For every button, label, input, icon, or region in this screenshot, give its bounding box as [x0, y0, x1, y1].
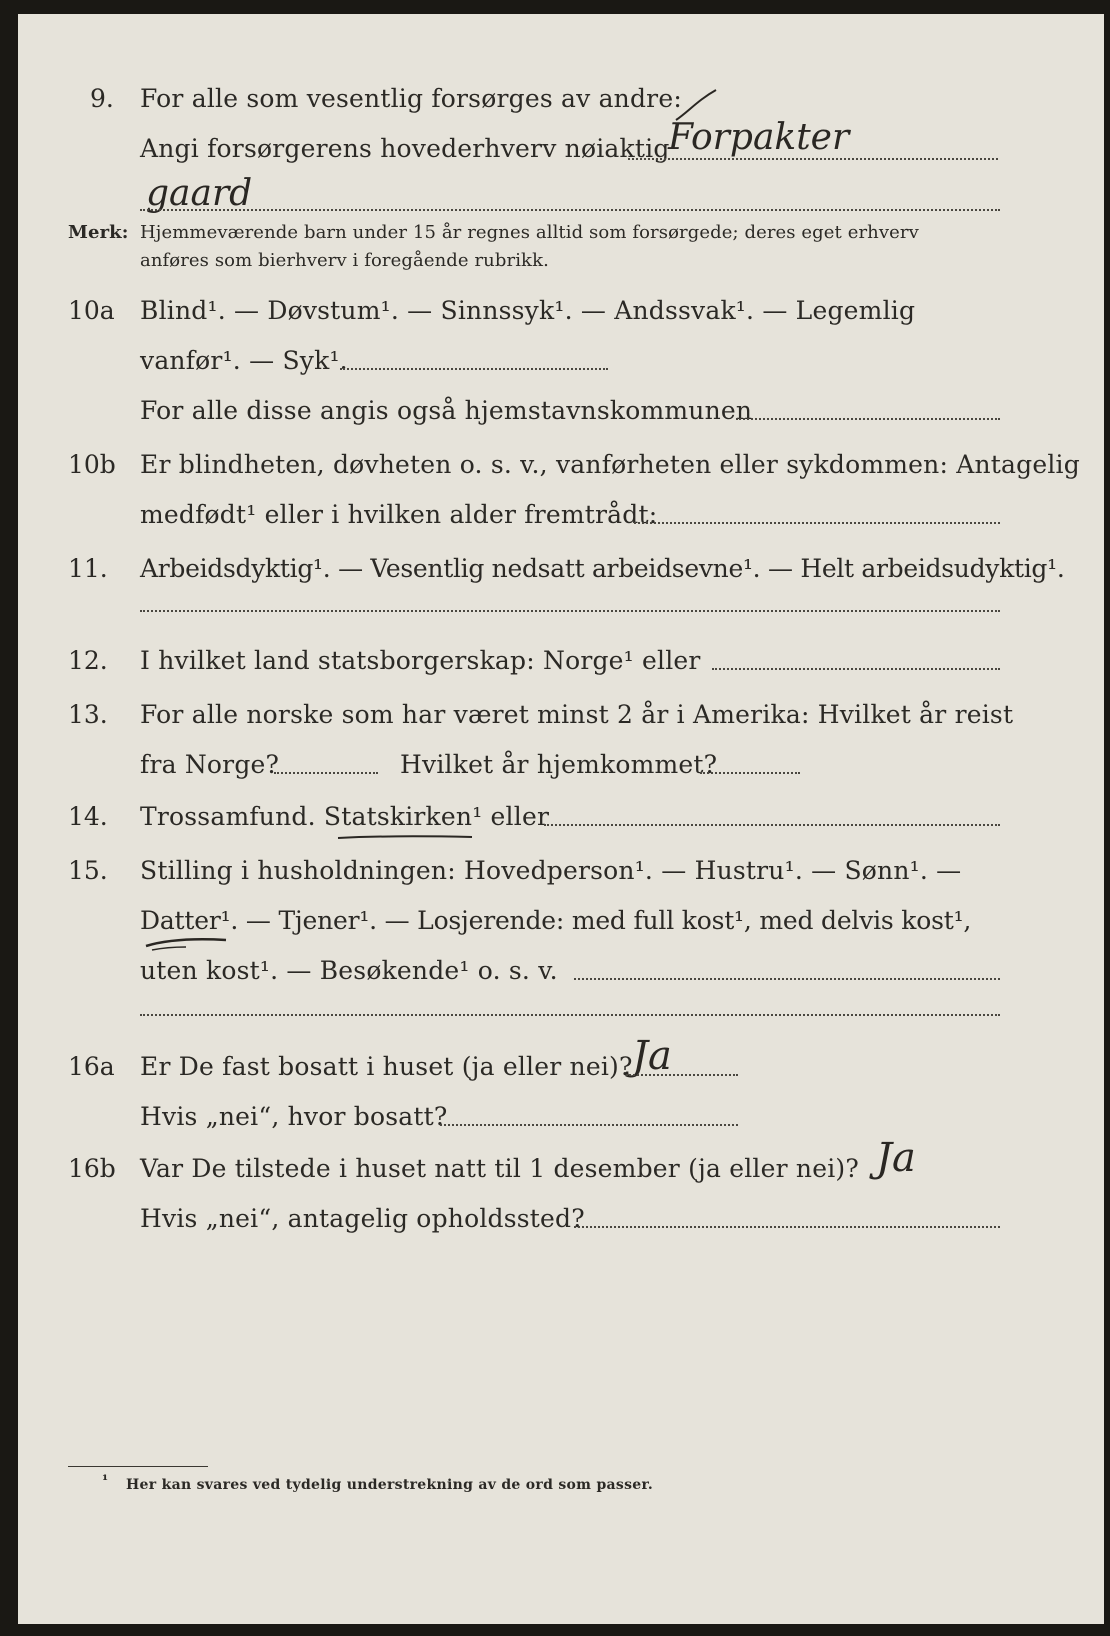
q16a-number: 16a [68, 1052, 115, 1081]
merk-label: Merk: [68, 222, 129, 243]
q15-answer-line [574, 978, 1000, 980]
q13-line1: For alle norske som har været minst 2 år i Amerika: Hvilket år reist [140, 700, 1014, 729]
q16a-answer-line [626, 1074, 738, 1076]
q15-line3: uten kost¹. — Besøkende¹ o. s. v. [140, 956, 558, 985]
q16b-whereabouts-line [574, 1226, 1000, 1228]
q9-line2: Angi forsørgerens hovederhverv nøiaktig [140, 134, 670, 163]
q10b-line1: Er blindheten, døvheten o. s. v., vanførheten eller sykdommen: Antagelig [140, 450, 1080, 479]
q13-return-year-line [700, 772, 800, 774]
q9-line1: For alle som vesentlig forsørges av andre: [140, 84, 682, 113]
q14-number: 14. [68, 802, 108, 831]
q16b-handwritten-answer: Ja [876, 1135, 916, 1181]
q13-line2b: Hvilket år hjemkommet? [400, 750, 718, 779]
q16a-handwritten-answer: Ja [632, 1033, 672, 1079]
q10a-municipality-line [736, 418, 1000, 420]
q16b-line1: Var De tilstede i huset natt til 1 desember (ja eller nei)? [140, 1154, 859, 1183]
q10b-answer-line [634, 522, 1000, 524]
q10a-line2: vanfør¹. — Syk¹. [140, 346, 348, 375]
q9-answer-line-2 [140, 209, 1000, 211]
q11-line1: Arbeidsdyktig¹. — Vesentlig nedsatt arbeidsevne¹. — Helt arbeidsudyktig¹. [140, 554, 1065, 583]
q13-number: 13. [68, 700, 108, 729]
datter-underline-mark [142, 934, 232, 954]
q14-answer-line [544, 824, 1000, 826]
merk-line2: anføres som bierhverv i foregående rubrikk. [140, 250, 549, 271]
q12-line1: I hvilket land statsborgerskap: Norge¹ eller [140, 646, 701, 675]
q9-handwritten-occupation-continued: gaard [146, 173, 253, 214]
q15-answer-line-2 [140, 1014, 1000, 1016]
q10a-number: 10a [68, 296, 115, 325]
q16b-line2: Hvis „nei“, antagelig opholdssted? [140, 1204, 585, 1233]
q16a-residence-line [440, 1124, 738, 1126]
statskirken-underline-mark [336, 832, 476, 844]
q10b-number: 10b [68, 450, 116, 479]
q15-line2: Datter¹. — Tjener¹. — Losjerende: med full kost¹, med delvis kost¹, [140, 906, 972, 935]
q12-answer-line [712, 668, 1000, 670]
q10a-sick-line [340, 368, 608, 370]
q10a-line1: Blind¹. — Døvstum¹. — Sinnssyk¹. — Andssvak¹. — Legemlig [140, 296, 916, 325]
census-form-page [18, 14, 1104, 1624]
q11-answer-line [140, 610, 1000, 612]
q15-line1: Stilling i husholdningen: Hovedperson¹. — Hustru¹. — Sønn¹. — [140, 856, 962, 885]
q15-number: 15. [68, 856, 108, 885]
footnote-divider [68, 1466, 208, 1467]
q16a-line2: Hvis „nei“, hvor bosatt? [140, 1102, 448, 1131]
q9-handwritten-occupation: Forpakter [668, 117, 850, 158]
q13-departure-year-line [274, 772, 378, 774]
q14-line1: Trossamfund. Statskirken¹ eller [140, 802, 550, 831]
footnote-text: Her kan svares ved tydelig understrekning av de ord som passer. [126, 1477, 654, 1493]
q11-number: 11. [68, 554, 108, 583]
q13-line2a: fra Norge? [140, 750, 280, 779]
merk-line1: Hjemmeværende barn under 15 år regnes alltid som forsørgede; deres eget erhverv [140, 222, 919, 243]
q10a-line3: For alle disse angis også hjemstavnskommunen [140, 396, 753, 425]
q16b-number: 16b [68, 1154, 116, 1183]
q10b-line2: medfødt¹ eller i hvilken alder fremtrådt: [140, 500, 658, 529]
q9-answer-line [628, 158, 998, 160]
footnote-mark: ¹ [102, 1473, 109, 1489]
q16a-line1: Er De fast bosatt i huset (ja eller nei)? [140, 1052, 633, 1081]
q12-number: 12. [68, 646, 108, 675]
q9-number: 9. [90, 84, 114, 113]
